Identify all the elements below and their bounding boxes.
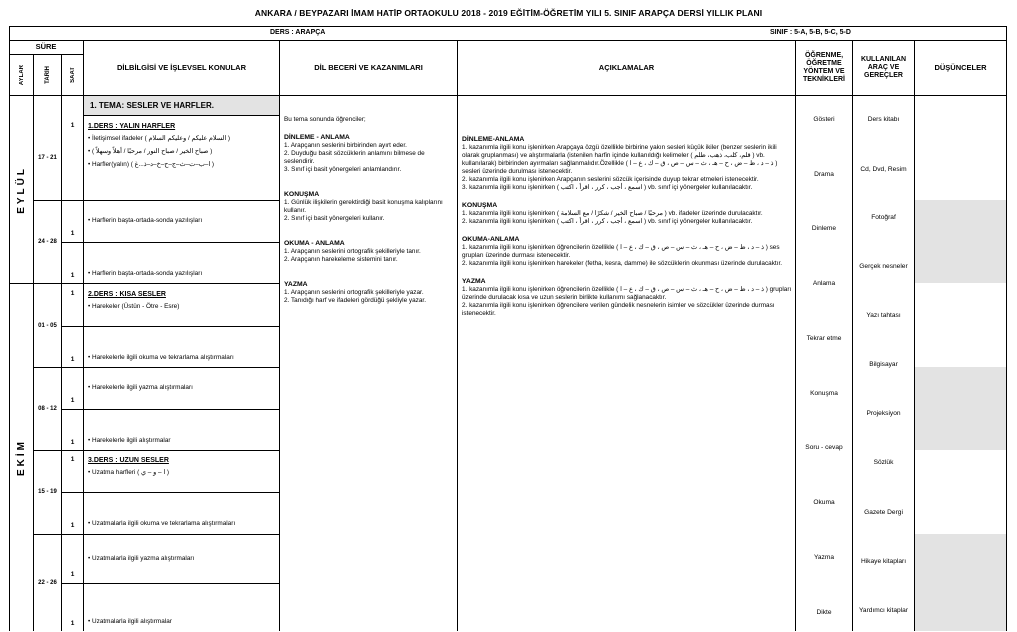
dusunceler-header: DÜŞÜNCELER bbox=[934, 62, 987, 72]
month-eylul bbox=[10, 96, 33, 283]
arac-item: Gerçek nesneler bbox=[859, 263, 908, 270]
row-topic bbox=[88, 200, 277, 242]
row-topic bbox=[88, 583, 277, 632]
arac-item: Fotoğraf bbox=[871, 214, 896, 221]
row-saat: 1 bbox=[70, 522, 75, 529]
beceri-content bbox=[284, 116, 456, 322]
row-saat: 1 bbox=[70, 272, 75, 279]
row-topic bbox=[88, 367, 277, 409]
month-eylul-text: EYLÜL bbox=[16, 165, 27, 214]
saat-header bbox=[62, 55, 83, 95]
yontem-item: Tekrar etme bbox=[806, 335, 842, 342]
row-topic bbox=[88, 242, 277, 284]
aciklama-item: 2. kazanımla ilgili konu işlenirken öğrencilere verilen gündelik nesnelerin isimler ve sözcükler üzerinde durması istenecektir. bbox=[462, 302, 775, 317]
topic-line: • Harekeler (Üstün - Ötre - Esre) bbox=[88, 303, 180, 310]
col-line-saat bbox=[83, 40, 84, 631]
dusunceler-shade-3 bbox=[915, 534, 1006, 631]
lesson-title: 2.DERS : KISA SESLER bbox=[88, 291, 166, 298]
beceri-section-head: KONUŞMA bbox=[284, 191, 320, 198]
saat-header-text: SAAT bbox=[69, 67, 76, 83]
row-saat: 1 bbox=[70, 290, 75, 297]
arac-item: Gazete Dergi bbox=[864, 509, 903, 516]
yontem-item: Drama bbox=[814, 171, 834, 178]
aciklama-item: 1. kazanımla ilgili konu işlenirken Arapçaya özgü özellikle birbirine yakın sesleri küçük ikiler (benzer seslerin ikili olarak gruplanması) ve alıştırmalarla (istenilen harfin içinde kullanıldığı kelimeler ( قلم، كلب، ذهب، ظلم ) vb. kullanılarak) birbirinden ayırmaları sağlanmalıdır.Özellikle ( ذ – د ، ظ – ض ، ح – هـ ، ث – س – ص ، ق – ك ، ع – ا ) sesleri üzerinde durulması istenecektir. bbox=[462, 144, 778, 175]
lesson-title: 3.DERS : UZUN SESLER bbox=[88, 457, 169, 464]
week-date: 08 - 12 bbox=[38, 405, 57, 412]
yontem-item: Gösteri bbox=[813, 116, 835, 123]
arac-item: Cd, Dvd, Resim bbox=[860, 166, 907, 173]
row-saat: 1 bbox=[70, 439, 75, 446]
aylar-header bbox=[10, 55, 33, 95]
aylar-header-text: AYLAR bbox=[18, 64, 25, 86]
yontem-item: Yazma bbox=[813, 554, 835, 561]
row-topic bbox=[88, 409, 277, 451]
month-ekim bbox=[10, 284, 33, 631]
topic-line: • Uzatmalarla ilgili alıştırmalar bbox=[88, 618, 172, 625]
tarih-header bbox=[34, 55, 61, 95]
dusunceler-shade-1 bbox=[915, 200, 1006, 283]
yontem-item: Konuşma bbox=[810, 390, 838, 397]
sinif-label: SINIF : 5-A, 5-B, 5-C, 5-D bbox=[770, 29, 851, 36]
week-separator bbox=[34, 200, 279, 201]
frame-right bbox=[1006, 26, 1007, 631]
aciklamalar-header: AÇIKLAMALAR bbox=[598, 62, 655, 72]
frame-top bbox=[9, 26, 1007, 27]
beceri-item: 2. Arapçanın harekeleme sistemini tanır. bbox=[284, 256, 398, 263]
topic-line: • Uzatmalarla ilgili yazma alıştırmaları bbox=[88, 554, 195, 562]
beceri-item: 3. Sınıf içi basit yönergeleri anlamlandırır. bbox=[284, 166, 402, 173]
arac-item: Yazı tahtası bbox=[866, 312, 901, 319]
topic-line: • Harekelerle ilgili okuma ve tekrarlama alıştırmaları bbox=[88, 354, 234, 361]
week-date: 01 - 05 bbox=[38, 322, 57, 329]
row-topic bbox=[88, 284, 277, 326]
beceri-section-head: YAZMA bbox=[284, 281, 308, 288]
beceri-intro: Bu tema sonunda öğrenciler; bbox=[284, 116, 366, 123]
row-saat: 1 bbox=[70, 620, 75, 627]
row-saat: 1 bbox=[70, 122, 75, 129]
dusunceler-shade-2 bbox=[915, 367, 1006, 450]
aciklama-section-head: KONUŞMA bbox=[462, 202, 498, 209]
row-saat: 1 bbox=[70, 356, 75, 363]
topic-line: • Uzatma harfleri ( ا – و – ي ) bbox=[88, 469, 170, 476]
aciklama-section-head: DİNLEME-ANLAMA bbox=[462, 136, 525, 143]
beceri-item: 2. Duyduğu basit sözcüklerin anlamını bilmese de seslendirir. bbox=[284, 150, 425, 165]
row-saat: 1 bbox=[70, 230, 75, 237]
yontem-item: Okuma bbox=[813, 499, 835, 506]
topic-line: • İletişimsel ifadeler ( السلام عليكم / وعليكم السلام ) bbox=[88, 135, 231, 142]
row-saat: 1 bbox=[70, 456, 75, 463]
beceri-section-head: DİNLEME - ANLAMA bbox=[284, 134, 350, 141]
ders-label: DERS : ARAPÇA bbox=[270, 29, 326, 36]
row-saat: 1 bbox=[70, 397, 75, 404]
col-line-yontem bbox=[852, 40, 853, 631]
arac-header: KULLANILAN ARAÇ VE GEREÇLER bbox=[860, 55, 907, 80]
beceri-item: 2. Tanıdığı harf ve ifadeleri gördüğü şekliyle yazar. bbox=[284, 297, 426, 304]
col-line-dilbilgisi bbox=[279, 40, 280, 631]
topic-line: • Harekelerle ilgili yazma alıştırmaları bbox=[88, 384, 193, 391]
row-topic bbox=[88, 326, 277, 368]
beceri-item: 1. Arapçanın seslerini birbirinden ayırt eder. bbox=[284, 142, 407, 149]
aciklama-item: 1. kazanımla ilgili konu işlenirken öğrencilerin özellikle ( ذ – د ، ظ – ض ، ح – هـ ، ث – س – ص ، ق – ك ، ع – ا ) ses grupları üzerinde durması istenecektir. bbox=[462, 244, 780, 259]
tarih-header-text: TARİH bbox=[44, 66, 51, 84]
topic-line: • ( صباح الخير / صباح النور / مرحبًا / أهلاً وسهلاً ) bbox=[88, 148, 213, 155]
beceri-section-head: OKUMA - ANLAMA bbox=[284, 240, 345, 247]
week-date: 22 - 26 bbox=[38, 579, 57, 586]
page-title: ANKARA / BEYPAZARI İMAM HATİP ORTAOKULU 2018 - 2019 EĞİTİM-ÖĞRETİM YILI 5. SINIF ARAPÇA DERSİ YILLIK PLANI bbox=[254, 8, 763, 18]
aciklamalar-content bbox=[462, 136, 792, 328]
aciklama-section-head: YAZMA bbox=[462, 278, 486, 285]
beceri-header: DİL BECERİ VE KAZANIMLARI bbox=[314, 62, 423, 72]
week-date: 17 - 21 bbox=[38, 155, 57, 161]
dilbilgisi-header: DİLBİLGİSİ VE İŞLEVSEL KONULAR bbox=[116, 62, 247, 72]
topic-line: • Harfler(yalın) ( ا–ب–ت–ث–ج–ح–خ–د–ذ...غ ) bbox=[88, 161, 214, 168]
aciklama-item: 1. kazanımla ilgili konu işlenirken öğrencilerin özellikle ( ذ – د ، ظ – ض ، ح – هـ ، ث – س – ص ، ق – ك ، ع – ا ) grupları üzerinde durulacak kısa ve uzun seslerin birlikte kullanımı sağlanacaktır. bbox=[462, 286, 792, 301]
topic-line: • Uzatmalarla ilgili okuma ve tekrarlama alıştırmaları bbox=[88, 520, 236, 527]
yontem-item: Anlama bbox=[812, 280, 836, 287]
arac-item: Bilgisayar bbox=[869, 361, 898, 368]
arac-item: Ders kitabı bbox=[867, 116, 900, 123]
row-topic bbox=[88, 450, 277, 492]
row-saat: 1 bbox=[70, 571, 75, 578]
yontem-item: Dikte bbox=[816, 609, 832, 616]
aciklama-item: 2. kazanımla ilgili konu işlenirken harekeler (fetha, kesra, damme) ile sözcüklerin okunması üzerinde durulacaktır. bbox=[462, 260, 783, 267]
row-topic bbox=[88, 534, 277, 583]
arac-item: Yardımcı kitaplar bbox=[859, 607, 908, 614]
col-line-beceri bbox=[457, 40, 458, 631]
arac-item: Projeksiyon bbox=[866, 410, 901, 417]
beceri-item: 1. Arapçanın seslerini ortografik şekilleriyle yazar. bbox=[284, 289, 424, 296]
month-ekim-text: EKİM bbox=[16, 439, 27, 476]
aciklama-item: 3. kazanımla ilgili konu işlenirken ( اسمع ، أجب ، كرر ، اقرأ ، اكتب ) vb. sınıf içi yönergeler kullanılacaktır. bbox=[462, 184, 753, 191]
topic-line: • Harflerin başta-ortada-sonda yazılışları bbox=[88, 270, 203, 277]
row-topic bbox=[88, 492, 277, 534]
lesson-title: 1.DERS : YALIN HARFLER bbox=[88, 123, 176, 130]
aciklama-item: 1. kazanımla ilgili konu işlenirken ( مرحبًا / صباح الخير / شكرًا / مع السلامة ) vb. ifadeler üzerinde durulacaktır. bbox=[462, 210, 763, 217]
aciklama-item: 2. kazanımla ilgili konu işlenirken ( اسمع ، أجب ، كرر ، اقرأ ، اكتب ) vb. sınıf içi yönergeler kullanılacaktır. bbox=[462, 218, 753, 225]
sure-header: SÜRE bbox=[35, 42, 57, 52]
week-date: 15 - 19 bbox=[38, 489, 57, 495]
week-date: 24 - 28 bbox=[38, 238, 57, 245]
aciklama-item: 2. kazanımla ilgili konu işlenirken Arapçanın seslerini sözcük içerisinde duyup tekrar etmeleri istenecektir. bbox=[462, 176, 759, 183]
row-topic bbox=[88, 116, 277, 200]
aciklama-section-head: OKUMA-ANLAMA bbox=[462, 236, 520, 243]
beceri-item: 1. Günlük ilişkilerin gerektirdiği basit konuşma kalıplarını kullanır. bbox=[284, 199, 443, 214]
ogrenme-header: ÖĞRENME, ÖĞRETME YÖNTEM VE TEKNİKLERİ bbox=[803, 51, 845, 84]
yontem-item: Soru - cevap bbox=[805, 444, 843, 451]
arac-item: Hikaye kitapları bbox=[860, 558, 907, 565]
yontem-item: Dinleme bbox=[811, 225, 837, 232]
theme-title: 1. TEMA: SESLER VE HARFLER. bbox=[90, 101, 215, 110]
beceri-item: 2. Sınıf içi basit yönergeleri kullanır. bbox=[284, 215, 385, 222]
topic-line: • Harflerin başta-ortada-sonda yazılışları bbox=[88, 217, 203, 224]
beceri-item: 1. Arapçanın seslerini ortografik şekilleriyle tanır. bbox=[284, 248, 421, 255]
topic-line: • Harekelerle ilgili alıştırmalar bbox=[88, 437, 171, 444]
arac-item: Sözlük bbox=[873, 459, 894, 466]
